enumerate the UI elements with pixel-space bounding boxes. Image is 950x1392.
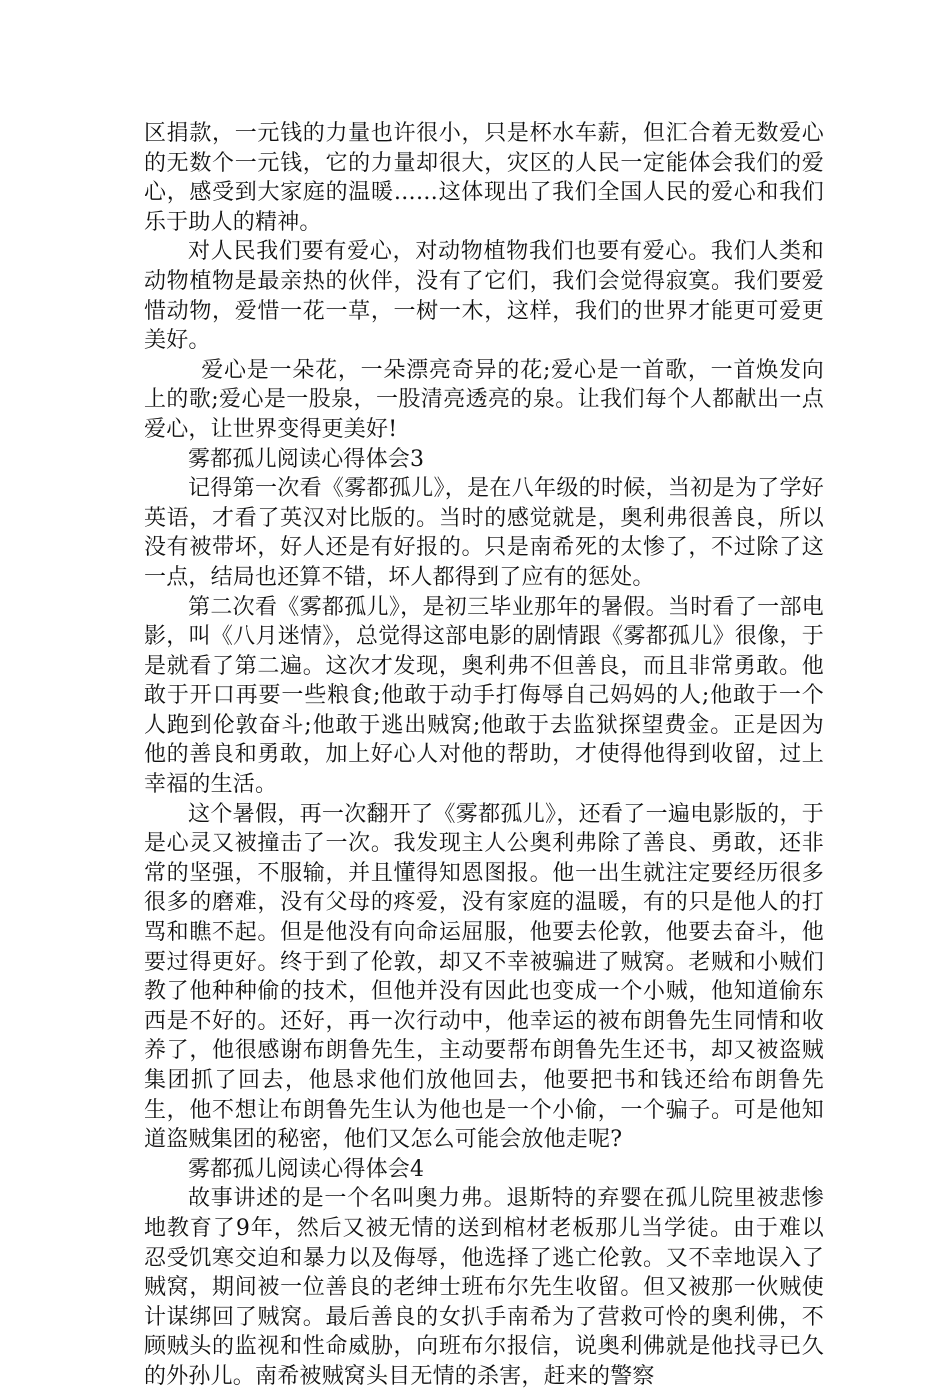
paragraph-third-reading: 这个暑假，再一次翻开了《雾都孤儿》，还看了一遍电影版的，于是心灵又被撞击了一次。我发现主人公奥利弗除了善良、勇敢，还非常的坚强，不服输，并且懂得知恩图报。他一出生就注定要经历很多很多的磨难，没有父母的疼爱，没有家庭的温暖，有的只是他人的打骂和瞧不起。但是他没有向命运屈服，他要去伦敦，他要去奋斗，他要过得更好。终于到了伦敦，却又不幸被骗进了贼窝。老贼和小贼们教了他种种偷的技术，但他并没有因此也变成一个小贼，他知道偷东西是不好的。还好，再一次行动中，他幸运的被布朗鲁先生同情和收养了，他很感谢布朗鲁先生，主动要帮布朗鲁先生还书，却又被盗贼集团抓了回去，他恳求他们放他回去，他要把书和钱还给布朗鲁先生，他不想让布朗鲁先生认为他也是一个小偷，一个骗子。可是他知道盗贼集团的秘密，他们又怎么可能会放他走呢? [144, 801, 824, 1153]
paragraph-love-is-a-flower: 爱心是一朵花，一朵漂亮奇异的花;爱心是一首歌，一首焕发向上的歌;爱心是一股泉，一股清亮透亮的泉。让我们每个人都献出一点爱心，让世界变得更美好! [144, 357, 824, 442]
document-body [144, 119, 824, 1392]
paragraph-story-summary: 故事讲述的是一个名叫奥力弗。退斯特的弃婴在孤儿院里被悲惨地教育了9年，然后又被无情的送到棺材老板那儿当学徒。由于难以忍受饥寒交迫和暴力以及侮辱，他选择了逃亡伦敦。又不幸地误入了贼窝，期间被一位善良的老绅士班布尔先生收留。但又被那一伙贼使计谋绑回了贼窝。最后善良的女扒手南希为了营救可怜的奥利佛，不顾贼头的监视和性命威胁，向班布尔报信，说奥利佛就是他找寻已久的外孙儿。南希被贼窝头目无情的杀害，赶来的警察 [144, 1186, 824, 1389]
section-heading-3: 雾都孤儿阅读心得体会3 [188, 446, 425, 472]
paragraph-first-reading: 记得第一次看《雾都孤儿》，是在八年级的时候，当初是为了学好英语，才看了英汉对比版的。当时的感觉就是，奥利弗很善良，所以没有被带坏，好人还是有好报的。只是南希死的太惨了，不过除了这一点，结局也还算不错，坏人都得到了应有的惩处。 [144, 476, 824, 590]
paragraph-love-animals-plants: 对人民我们要有爱心，对动物植物我们也要有爱心。我们人类和动物植物是最亲热的伙伴，没有了它们，我们会觉得寂寞。我们要爱惜动物，爱惜一花一草，一树一木，这样，我们的世界才能更可爱更美好。 [144, 239, 824, 354]
section-heading-4: 雾都孤儿阅读心得体会4 [188, 1156, 425, 1182]
paragraph-donation: 区捐款，一元钱的力量也许很小，只是杯水车薪，但汇合着无数爱心的无数个一元钱，它的力量却很大，灾区的人民一定能体会我们的爱心，感受到大家庭的温暖……这体现出了我们全国人民的爱心和我们乐于助人的精神。 [144, 121, 824, 235]
paragraph-second-reading: 第二次看《雾都孤儿》，是初三毕业那年的暑假。当时看了一部电影，叫《八月迷情》，总觉得这部电影的剧情跟《雾都孤儿》很像，于是就看了第二遍。这次才发现，奥利弗不但善良，而且非常勇敢。他敢于开口再要一些粮食;他敢于动手打侮辱自己妈妈的人;他敢于一个人跑到伦敦奋斗;他敢于逃出贼窝;他敢于去监狱探望费金。正是因为他的善良和勇敢，加上好心人对他的帮助，才使得他得到收留，过上幸福的生活。 [144, 594, 824, 798]
